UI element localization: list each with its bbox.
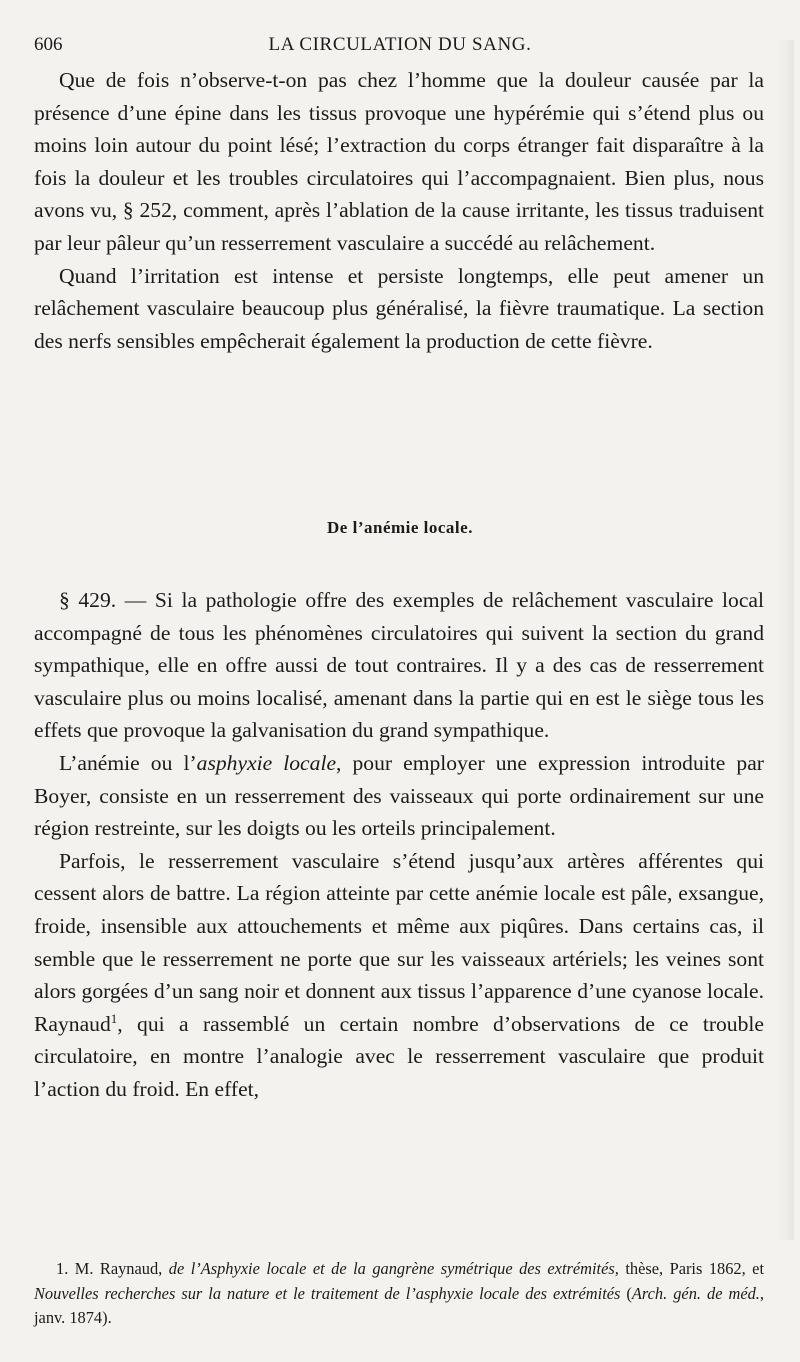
paragraph <box>34 747 764 845</box>
text-run: , qui a rassemblé un certain nombre d’observations de ce trouble circulatoire, en montre l’analogie avec le resserrement vasculaire que produit l’action du froid. En effet, <box>34 1011 764 1101</box>
text-block-top <box>34 64 764 357</box>
footnote <box>34 1257 764 1331</box>
footnote-title: Nouvelles recherches sur la nature et le traitement de l’asphyxie locale des extrémités <box>34 1283 621 1303</box>
footnote-marker: 1 <box>110 1010 118 1026</box>
footnote-text: ( <box>620 1283 632 1303</box>
page-edge-shadow <box>778 40 794 1240</box>
text-run: , pour employer une expression introduite par Boyer, consiste en un resserrement des vaisseaux qui porte ordinairement sur une région restreinte, sur les doigts ou les orteils principalement. <box>34 750 764 841</box>
italic-term: asphyxie locale <box>196 750 337 775</box>
paragraph: Que de fois n’observe-t-on pas chez l’homme que la douleur causée par la présence d’une épine dans les tissus provoque une hypérémie qui s’étend plus ou moins loin autour du point lésé; l’extraction du corps étranger fait disparaître à la fois la douleur et les troubles circulatoires qui l’accompagnaient. Bien plus, nous avons vu, § 252, comment, après l’ablation de la cause irritante, les tissus traduisent par leur pâleur qu’un resserrement vasculaire a succédé au relâchement. <box>34 68 764 255</box>
paragraph: Quand l’irritation est intense et persiste longtemps, elle peut amener un relâchement vasculaire beaucoup plus généralisé, la fièvre traumatique. La section des nerfs sensibles empêcherait également la production de cette fièvre. <box>34 263 764 353</box>
text-run: Parfois, le resserrement vasculaire s’étend jusqu’aux artères afférentes qui cessent alors de battre. La région atteinte par cette anémie locale est pâle, exsangue, froide, insensible aux attouchements et même aux piqûres. Dans certains cas, il semble que le resserrement ne porte que sur les vaisseaux artériels; les veines sont alors gorgées d’un sang noir et donnent aux tissus l’apparence d’une cyanose locale. Raynaud <box>34 848 764 1036</box>
running-title: LA CIRCULATION DU SANG. <box>268 34 532 55</box>
section-heading: De l’anémie locale. <box>327 518 473 537</box>
paragraph: § 429. — Si la pathologie offre des exemples de relâchement vasculaire local accompagné de tous les phénomènes circulatoires qui suivent la section du grand sympathique, elle en offre aussi de tout contraires. Il y a des cas de resserrement vasculaire plus ou moins localisé, amenant dans la partie qui en est le siège tous les effets que provoque la galvanisation du grand sympathique. <box>34 588 764 743</box>
footnote-author: 1. M. Raynaud, <box>56 1259 169 1278</box>
page-number: 606 <box>34 34 63 55</box>
footnote-text: , janv. 1874). <box>34 1283 764 1327</box>
running-head <box>34 30 766 60</box>
footnote-title: de l’Asphyxie locale et de la gangrène symétrique des extrémités, <box>168 1259 619 1278</box>
footnote-journal: Arch. gén. de méd. <box>631 1283 760 1303</box>
text-run: L’anémie ou l’ <box>59 750 197 775</box>
footnote-text: thèse, Paris 1862, et <box>618 1259 765 1278</box>
text-block-bottom <box>34 584 764 1106</box>
paragraph <box>34 845 764 1106</box>
